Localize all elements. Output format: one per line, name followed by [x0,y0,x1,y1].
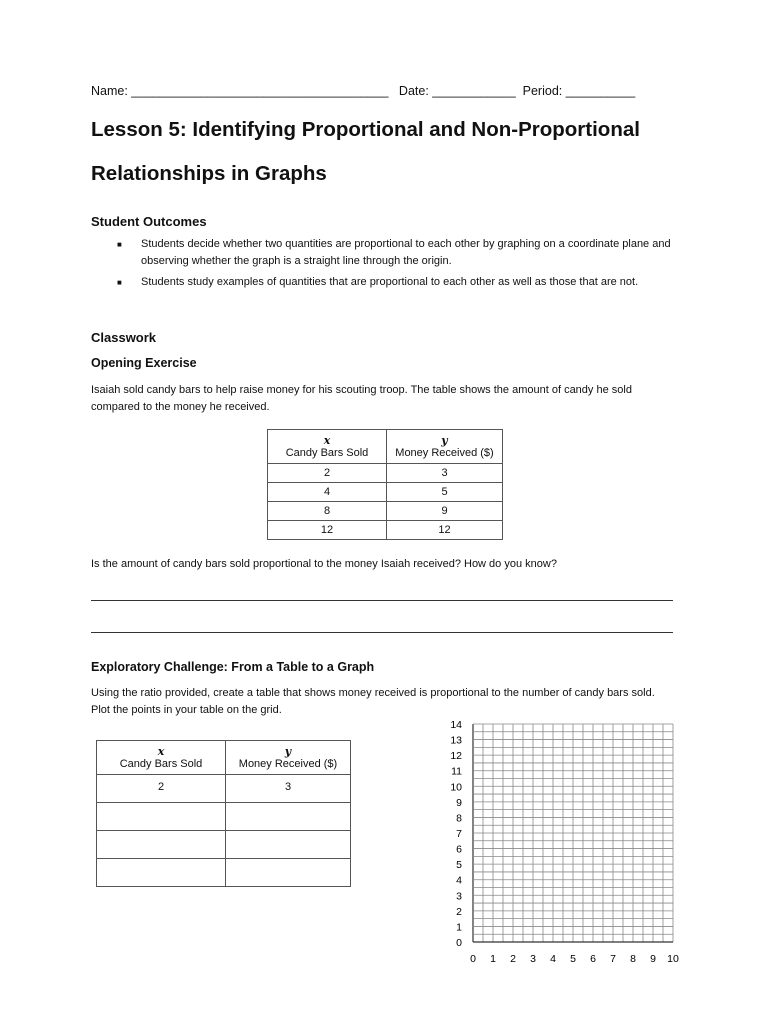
table-cell-blank[interactable] [97,803,226,831]
table-cell: 3 [387,464,503,483]
y-tick-label: 4 [456,874,462,887]
classwork-heading: Classwork [91,330,157,345]
table-cell-blank[interactable] [226,831,351,859]
table-cell-blank[interactable] [97,831,226,859]
table-row [97,775,351,803]
bullet-icon: ■ [117,240,122,249]
x-tick-label: 5 [570,953,576,965]
y-tick-label: 5 [456,859,462,872]
x-tick-label: 0 [470,953,476,965]
x-tick-label: 8 [630,953,636,965]
table-cell: 2 [97,775,226,803]
exploratory-challenge-heading: Exploratory Challenge: From a Table to a Graph [91,660,375,674]
x-tick-label: 1 [490,953,496,965]
table-row [268,521,503,540]
outcome-item: ■ Students decide whether two quantities are proportional to each other by graphing on a coordinate plane and observing whether the graph is a straight line through the origin. [117,238,671,267]
y-tick-label: 2 [456,905,462,918]
table-cell-blank[interactable] [97,859,226,887]
table-cell-blank[interactable] [226,859,351,887]
table-row [97,803,351,831]
y-tick-label: 11 [451,765,462,778]
x-tick-label: 2 [510,953,516,965]
opening-exercise-heading: Opening Exercise [91,356,197,370]
y-tick-label: 9 [456,796,462,809]
answer-line[interactable] [91,600,673,601]
student-outcomes-list [117,236,677,295]
answer-line[interactable] [91,632,673,633]
table-header-x: x Candy Bars Sold [268,430,387,464]
coordinate-grid[interactable] [436,716,686,968]
table-cell-blank[interactable] [226,803,351,831]
x-tick-label: 9 [650,953,656,965]
table-row [97,831,351,859]
outcome-item: ■ Students study examples of quantities that are proportional to each other as well as those that are not. [117,274,677,291]
table-header-y: y Money Received ($) [226,741,351,775]
table-cell: 12 [268,521,387,540]
y-tick-label: 7 [456,828,462,840]
table-cell: 12 [387,521,503,540]
table-row [268,483,503,502]
opening-exercise-text: Isaiah sold candy bars to help raise money for his scouting troop. The table shows the amount of candy he sold compared to the money he received. [91,384,632,413]
table-cell: 2 [268,464,387,483]
y-tick-label: 8 [456,812,462,825]
table-cell: 9 [387,502,503,521]
x-tick-label: 4 [550,953,556,965]
table-cell: 3 [226,775,351,803]
table-cell: 8 [268,502,387,521]
bullet-icon: ■ [117,278,122,287]
exploratory-challenge-text: Using the ratio provided, create a table that shows money received is proportional to the number of candy bars sold. Plot the points in your table on the grid. [91,687,655,716]
table-cell: 5 [387,483,503,502]
y-tick-label: 10 [450,781,462,794]
lesson-title-line-1: Lesson 5: Identifying Proportional and Non-Proportional [91,118,640,141]
coordinate-grid-svg[interactable] [436,716,686,968]
y-tick-label: 3 [456,890,462,903]
ratio-table [96,740,351,887]
student-outcomes-heading: Student Outcomes [91,214,207,229]
table-cell: 4 [268,483,387,502]
candy-sales-table [267,429,503,540]
table-row [268,464,503,483]
table-row [97,859,351,887]
x-tick-label: 6 [590,953,596,965]
y-tick-label: 0 [456,937,462,949]
y-tick-label: 1 [456,921,462,934]
table-header-x: x Candy Bars Sold [97,741,226,775]
proportional-question: Is the amount of candy bars sold proportional to the money Isaiah received? How do you know? [91,558,557,570]
x-tick-label: 10 [667,953,679,965]
y-tick-label: 6 [456,843,462,856]
y-tick-label: 12 [450,750,462,763]
x-tick-label: 7 [610,953,616,965]
y-tick-label: 14 [450,719,462,731]
x-tick-label: 3 [530,953,536,965]
y-tick-label: 13 [450,734,462,747]
lesson-title-line-2: Relationships in Graphs [91,162,327,185]
table-row [268,502,503,521]
name-date-period-line: Name: _____________________________________ Date: ____________ Period: __________ [91,84,636,98]
table-header-y: y Money Received ($) [387,430,503,464]
